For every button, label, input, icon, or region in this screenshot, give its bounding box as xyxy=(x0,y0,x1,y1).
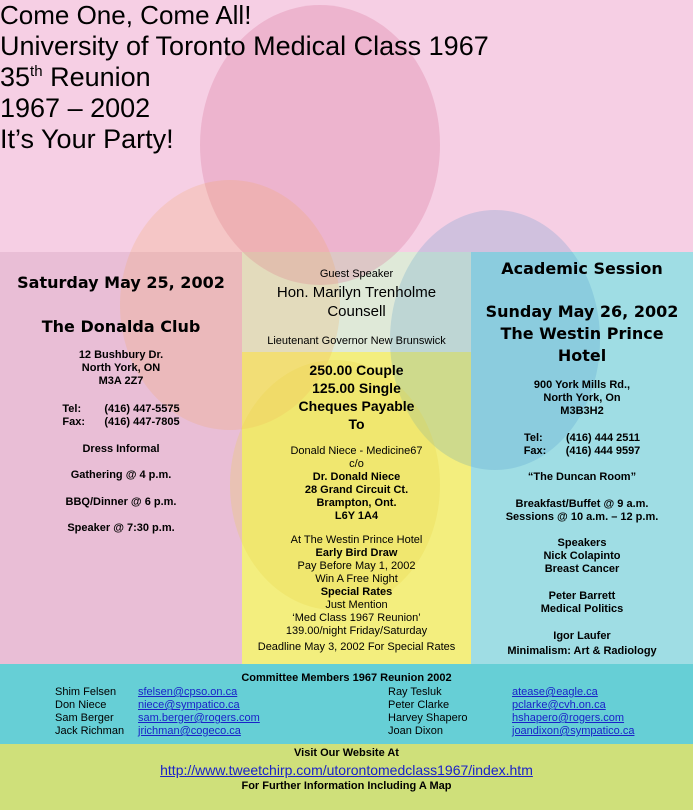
saturday-details xyxy=(0,252,242,664)
member-email-link[interactable]: pclarke@cvh.on.ca xyxy=(512,699,606,711)
hotel-address-line1: 900 York Mills Rd., xyxy=(533,379,631,391)
single-price: 125.00 Single xyxy=(312,380,401,396)
venue-fax: Fax: (416) 447-7805 xyxy=(62,416,180,428)
speaker-2-name: Peter Barrett xyxy=(548,590,616,602)
speaker-2-topic: Medical Politics xyxy=(540,603,624,615)
member-name: Sam Berger xyxy=(55,712,114,724)
speaker-1-name: Nick Colapinto xyxy=(543,550,621,562)
member-email-link[interactable]: hshapero@rogers.com xyxy=(512,712,625,724)
reunion-title: 35th Reunion xyxy=(0,62,151,92)
committee-members xyxy=(0,664,693,744)
website-note: For Further Information Including A Map xyxy=(241,780,452,792)
tagline: Come One, Come All! xyxy=(0,0,252,30)
room-rate: 139.00/night Friday/Saturday xyxy=(285,625,428,637)
member-name: Jack Richman xyxy=(55,725,125,737)
speaker-time: Speaker @ 7:30 p.m. xyxy=(67,522,175,534)
speaker-3-name: Igor Laufer xyxy=(553,630,611,642)
website-link[interactable]: http://www.tweetchirp.com/utorontomedclass1967/index.htm xyxy=(160,762,533,778)
saturday-date: Saturday May 25, 2002 xyxy=(17,273,225,292)
payee-care-of: c/o xyxy=(349,458,364,470)
breakfast-time: Breakfast/Buffet @ 9 a.m. xyxy=(515,498,649,510)
special-rates-deadline: Deadline May 3, 2002 For Special Rates xyxy=(257,641,456,653)
member-name: Don Niece xyxy=(55,699,107,711)
venue-postal-code: M3A 2Z7 xyxy=(98,375,144,387)
guest-speaker-title: Lieutenant Governor New Brunswick xyxy=(267,335,446,347)
payee-city: Brampton, Ont. xyxy=(316,497,397,509)
guest-speaker-name-line1: Hon. Marilyn Trenholme xyxy=(276,284,437,301)
party-slogan: It’s Your Party! xyxy=(0,124,174,154)
sessions-time: Sessions @ 10 a.m. – 12 p.m. xyxy=(505,511,659,523)
payee-street: 28 Grand Circuit Ct. xyxy=(304,484,409,496)
member-email-link[interactable]: jrichman@cogeco.ca xyxy=(138,725,241,737)
member-name: Peter Clarke xyxy=(388,699,450,711)
couple-price: 250.00 Couple xyxy=(309,362,404,378)
just-mention: Just Mention xyxy=(325,599,388,611)
academic-session-details xyxy=(471,252,693,664)
gathering-time: Gathering @ 4 p.m. xyxy=(70,469,172,481)
member-email-link[interactable]: atease@eagle.ca xyxy=(512,686,598,698)
mention-phrase: ‘Med Class 1967 Reunion’ xyxy=(292,612,421,624)
year-range: 1967 – 2002 xyxy=(0,93,151,123)
member-name: Shim Felsen xyxy=(55,686,117,698)
venue-phone: Tel: (416) 447-5575 xyxy=(62,403,180,415)
hotel-note: At The Westin Prince Hotel xyxy=(290,534,423,546)
member-email-link[interactable]: joandixon@sympatico.ca xyxy=(512,725,635,737)
committee-heading: Committee Members 1967 Reunion 2002 xyxy=(241,672,452,684)
payee-name: Dr. Donald Niece xyxy=(312,471,401,483)
cheques-payable-to: To xyxy=(348,416,365,432)
payee-postal-code: L6Y 1A4 xyxy=(334,510,379,522)
website-link-row xyxy=(0,762,693,779)
academic-session-heading: Academic Session xyxy=(501,259,663,278)
member-name: Joan Dixon xyxy=(388,725,444,737)
payee-account: Donald Niece - Medicine67 xyxy=(290,445,423,457)
early-bird-deadline: Pay Before May 1, 2002 xyxy=(297,560,416,572)
dinner-time: BBQ/Dinner @ 6 p.m. xyxy=(65,496,177,508)
website-info xyxy=(0,744,693,810)
hotel-fax: Fax: (416) 444 9597 xyxy=(523,445,641,457)
early-bird-heading: Early Bird Draw xyxy=(315,547,398,559)
member-email-link[interactable]: sfelsen@cpso.on.ca xyxy=(138,686,238,698)
venue-name: The Donalda Club xyxy=(41,317,201,336)
speaker-3-topic: Minimalism: Art & Radiology xyxy=(507,645,657,657)
member-email-link[interactable]: niece@sympatico.ca xyxy=(138,699,240,711)
cheques-payable: Cheques Payable xyxy=(298,398,415,414)
venue-address-line1: 12 Bushbury Dr. xyxy=(78,349,164,361)
hotel-phone: Tel: (416) 444 2511 xyxy=(523,432,640,444)
early-bird-prize: Win A Free Night xyxy=(315,573,398,585)
hotel-address-line2: North York, On xyxy=(543,392,621,404)
guest-speaker-label: Guest Speaker xyxy=(319,268,394,280)
dress-code: Dress Informal xyxy=(82,443,160,455)
hotel-name-line2: Hotel xyxy=(557,346,607,365)
member-name: Harvey Shapero xyxy=(388,712,468,724)
hotel-postal-code: M3B3H2 xyxy=(560,405,604,417)
speakers-heading: Speakers xyxy=(557,537,607,549)
header-titles xyxy=(0,0,693,252)
member-name: Ray Tesluk xyxy=(388,686,442,698)
room-name: “The Duncan Room” xyxy=(527,471,637,483)
event-title: University of Toronto Medical Class 1967 xyxy=(0,31,489,61)
guest-speaker-name-line2: Counsell xyxy=(327,303,386,320)
speaker-1-topic: Breast Cancer xyxy=(544,563,620,575)
sunday-date: Sunday May 26, 2002 xyxy=(485,302,679,321)
venue-address-line2: North York, ON xyxy=(81,362,161,374)
member-email-link[interactable]: sam.berger@rogers.com xyxy=(138,712,260,724)
hotel-name-line1: The Westin Prince xyxy=(500,324,664,343)
middle-details xyxy=(242,252,471,664)
special-rates-heading: Special Rates xyxy=(320,586,393,598)
website-heading: Visit Our Website At xyxy=(294,747,399,759)
